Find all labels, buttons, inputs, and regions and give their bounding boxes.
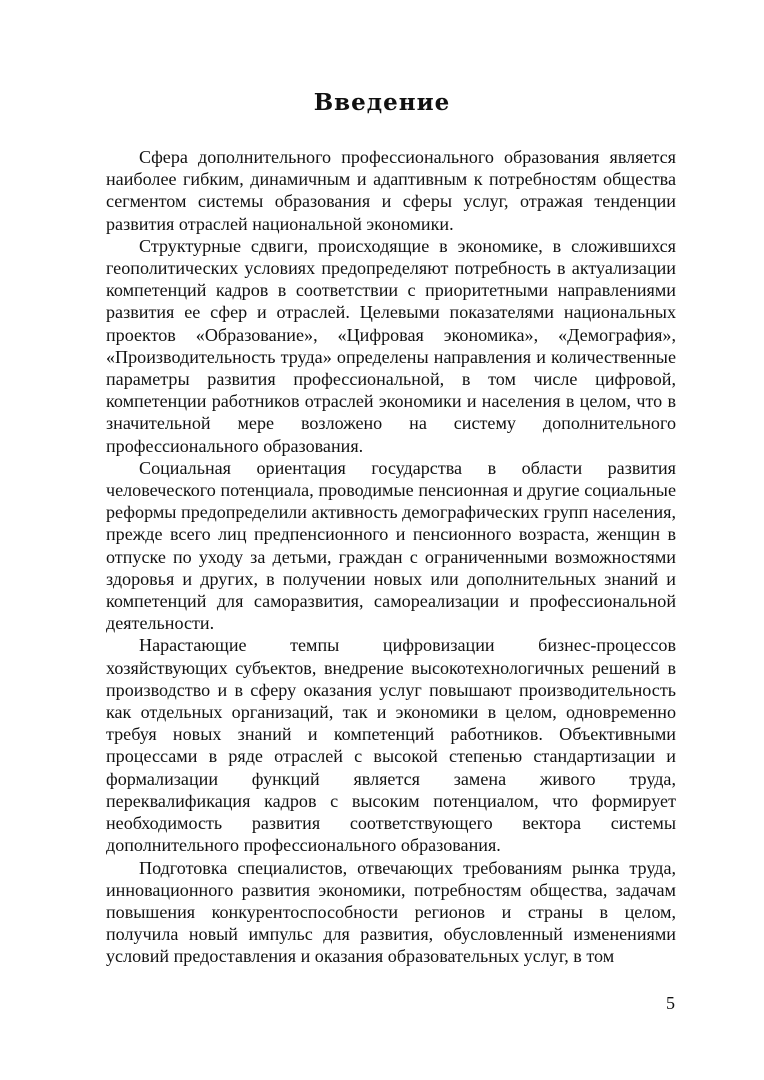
page-number: 5: [666, 993, 675, 1013]
paragraph-4: Нарастающие темпы цифровизации бизнес-процессов хозяйствующих субъектов, внедрение высокотехнологичных решений в производство и в сферу оказания услуг повышают производительность как отдельных организаций, так и экономики в целом, одновременно требуя новых знаний и компетенций работников. Объективными процессами в ряде отраслей с высокой степенью стандартизации и формализации функций является замена живого труда, переквалификация кадров с высоким потенциалом, что формирует необходимость развития соответствующего вектора системы дополнительного профессионального образования.: [106, 635, 676, 856]
page-title: Введение: [313, 89, 451, 116]
paragraph-5: Подготовка специалистов, отвечающих требованиям рынка труда, инновационного развития экономики, потребностям общества, задачам повышения конкурентоспособности регионов и страны в целом, получила новый импульс для развития, обусловленный изменениями условий предоставления и оказания образовательных услуг, в том: [106, 857, 676, 967]
body-text: [106, 146, 676, 968]
paragraph-2: Структурные сдвиги, происходящие в экономике, в сложившихся геополитических условиях предопределяют потребность в актуализации компетенций кадров в соответствии с приоритетными направлениями развития ее сфер и отраслей. Целевыми показателями национальных проектов «Образование», «Цифровая экономика», «Демография», «Производительность труда» определены направления и количественные параметры развития профессиональной, в том числе цифровой, компетенции работников отраслей экономики и населения в целом, что в значительной мере возложено на систему дополнительного профессионального образования.: [106, 235, 676, 456]
paragraph-1: Сфера дополнительного профессионального образования является наиболее гибким, динамичным и адаптивным к потребностям общества сегментом системы образования и сферы услуг, отражая тенденции развития отраслей национальной экономики.: [106, 147, 676, 234]
paragraph-3: Социальная ориентация государства в области развития человеческого потенциала, проводимые пенсионная и другие социальные реформы предопределили активность демографических групп населения, прежде всего лиц предпенсионного и пенсионного возраста, женщин в отпуске по уходу за детьми, граждан с ограниченными возможностями здоровья и других, в получении новых или дополнительных знаний и компетенций для саморазвития, самореализации и профессиональной деятельности.: [106, 457, 676, 634]
